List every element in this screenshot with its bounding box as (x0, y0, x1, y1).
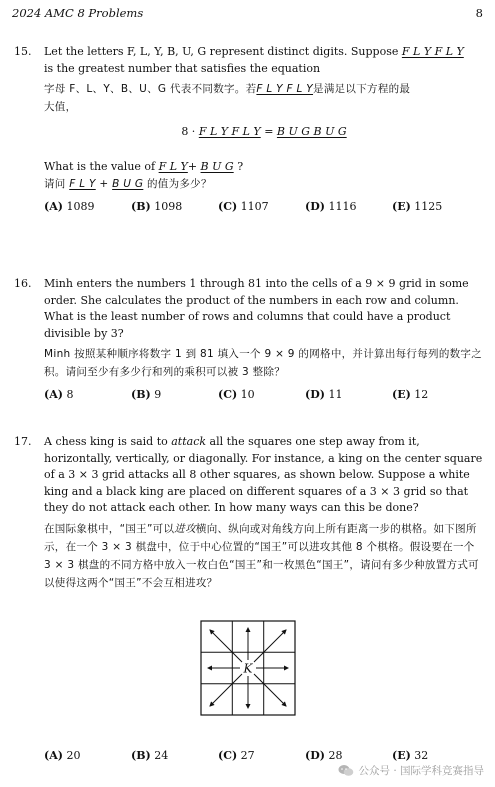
choice-label: (B) (131, 200, 151, 213)
answer-choices (44, 387, 484, 404)
grid-3x3 (200, 620, 296, 716)
choice-value: 27 (240, 749, 255, 762)
choice-d (305, 199, 392, 216)
problem-text-zh (44, 80, 484, 116)
watermark-text: 公众号 · 国际学科竞赛指导 (358, 765, 484, 777)
choice-b (131, 387, 218, 404)
eq-left: 8 · (181, 125, 196, 138)
text: A chess king is said to (44, 435, 168, 448)
choice-label: (A) (44, 200, 63, 213)
text: What is the value of (44, 159, 156, 173)
question-zh (44, 175, 484, 193)
emphasis: 进攻 (174, 522, 196, 535)
eq-word-2: B U G B U G (276, 125, 347, 138)
choice-value: 9 (154, 388, 162, 401)
choice-label: (C) (218, 749, 238, 762)
number-word: B U G (200, 159, 234, 173)
number-word: B U G (112, 178, 144, 190)
plus: + (187, 159, 198, 173)
attack-arrow-up-left (210, 630, 242, 662)
choice-a (44, 748, 131, 765)
text: 请问 (44, 178, 66, 190)
text: 在国际象棋中，“国王”可以 (44, 522, 175, 535)
text: Let the letters F, L, Y, B, U, G represent distinct digits. Suppose (44, 45, 399, 58)
choice-d (305, 387, 392, 404)
choice-label: (C) (218, 388, 238, 401)
choice-b (131, 199, 218, 216)
question-en (44, 159, 484, 176)
text: 字母 F、L、Y、B、U、G 代表不同数字。若 (44, 83, 257, 95)
text: all the squares one step away from it, horizontally, vertically, or diagonally. For instance, a king on the center square of a 3 × 3 grid attacks all 8 other squares, as shown below. Suppose a white king and a black king are placed on different squares of a 3 × 3 grid so that they do not attack each other. In how many ways can this be done? (44, 435, 483, 514)
choice-b (131, 748, 218, 765)
choice-label: (C) (218, 200, 238, 213)
number-word: F L Y (69, 178, 96, 190)
choice-label: (E) (392, 388, 411, 401)
number-word: F L Y F L Y (256, 83, 314, 95)
header-title: 2024 AMC 8 Problems (12, 6, 144, 20)
problem-text-en: Minh enters the numbers 1 through 81 into the cells of a 9 × 9 grid in some order. She calculates the product of the numbers in each row and column. What is the least number of rows and columns that could have a product divisible by 3? (44, 277, 469, 340)
problem-text-zh (44, 520, 484, 592)
king-label: K (243, 661, 253, 676)
king-attack-diagram (200, 620, 296, 720)
number-word: F L Y F L Y (401, 45, 464, 58)
choice-value: 10 (240, 388, 255, 401)
choice-label: (E) (392, 749, 411, 762)
text: 横向、纵向或对角线方向上所有距离一步的棋格。如下图所示，在一个 3 × 3 棋盘中，位于中心位置的“国王”可以进攻其他 8 个棋格。假设要在一个 3 × 3 棋盘的不同方格中放入一枚白色“国王”和一枚黑色“国王”，请问有多少种放置方式可以使得这两个“国王”不会互相进攻？ (44, 522, 479, 589)
choice-label: (D) (305, 749, 325, 762)
text: is the greatest number that satisfies the equation (44, 61, 321, 75)
choice-c (218, 199, 305, 216)
text: ? (237, 159, 244, 173)
attack-arrow-down-left (210, 674, 242, 706)
watermark (335, 762, 487, 779)
choice-value: 32 (414, 749, 429, 762)
choice-value: 1089 (66, 200, 95, 213)
choice-value: 1098 (154, 200, 183, 213)
plus: + (99, 178, 109, 190)
number-word: F L Y (158, 159, 188, 173)
page-header (12, 6, 483, 20)
choice-label: (D) (305, 388, 325, 401)
choice-label: (B) (131, 749, 151, 762)
problem-text-en (44, 434, 484, 517)
equation (44, 124, 484, 141)
eq-word-1: F L Y F L Y (198, 125, 261, 138)
choice-value: 24 (154, 749, 169, 762)
choice-e (392, 387, 479, 404)
text: 是满足以下方程的最 (313, 83, 411, 95)
text: 大值， (44, 101, 77, 113)
choice-value: 28 (328, 749, 343, 762)
choice-value: 8 (66, 388, 74, 401)
choice-value: 1107 (240, 200, 269, 213)
choice-value: 12 (414, 388, 429, 401)
choice-e (392, 199, 479, 216)
choice-value: 20 (66, 749, 81, 762)
wechat-icon (338, 764, 354, 777)
problem-17 (14, 434, 484, 592)
choice-value: 11 (328, 388, 343, 401)
choice-c (218, 748, 305, 765)
problem-16 (14, 276, 484, 404)
choice-a (44, 199, 131, 216)
problem-text-zh: Minh 按照某种顺序将数字 1 到 81 填入一个 9 × 9 的网格中，并计算出每行每列的数字之积。请问至少有多少行和列的乘积可以被 3 整除？ (44, 348, 483, 378)
choice-label: (A) (44, 388, 63, 401)
attack-arrow-down-right (254, 674, 286, 706)
choice-label: (A) (44, 749, 63, 762)
emphasis: attack (171, 435, 207, 448)
choice-value: 1125 (414, 200, 443, 213)
choice-label: (B) (131, 388, 151, 401)
choice-a (44, 387, 131, 404)
answer-choices (44, 199, 484, 216)
problem-number: 16. (14, 277, 32, 290)
problem-number: 17. (14, 435, 32, 448)
problem-number: 15. (14, 45, 32, 58)
choice-c (218, 387, 305, 404)
eq-equals: = (264, 125, 274, 138)
choice-label: (E) (392, 200, 411, 213)
choice-value: 1116 (328, 200, 357, 213)
problem-15 (14, 44, 484, 216)
page-number: 8 (475, 6, 483, 20)
choice-label: (D) (305, 200, 325, 213)
attack-arrow-up-right (254, 630, 286, 662)
text: 的值为多少？ (146, 178, 212, 190)
problem-text-en (44, 44, 484, 77)
